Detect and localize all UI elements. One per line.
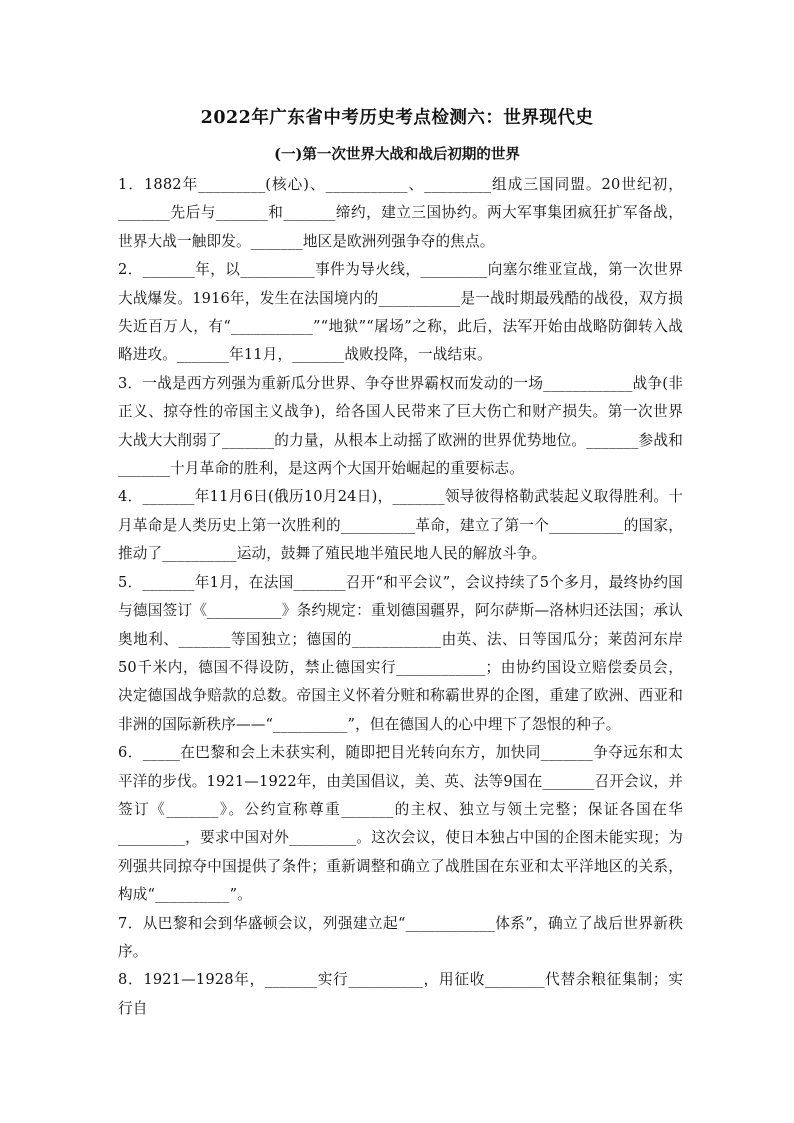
question-4: 4．_______年11月6日(俄历10月24日)，_______领导彼得格勒武装起义取得胜利。十月革命是人类历史上第一次胜利的__________革命，建立了第一个__________的国家，推动了__________运动，鼓舞了殖民地半殖民地人民的解放斗争。 xyxy=(118,488,683,563)
document-title: 2022年广东省中考历史考点检测六：世界现代史 xyxy=(200,108,594,128)
question-7: 7．从巴黎和会到华盛顿会议，列强建立起“____________体系”，确立了战后世界新秩序。 xyxy=(118,914,683,960)
question-5: 5．_______年1月，在法国_______召开“和平会议”，会议持续了5个多月，最终协约国与德国签订《__________》条约规定：重划德国疆界，阿尔萨斯—洛林归还法国；承认奥地利、_______等国独立；德国的____________由英、法、日等国瓜分；莱茵河东岸50千米内，德国不得设防，禁止德国实行____________；由协约国设立赔偿委员会，决定德国战争赔款的总数。帝国主义怀着分赃和称霸世界的企图，重建了欧洲、西亚和非洲的国际新秩序——“__________”，但在德国人的心中埋下了怨恨的种子。 xyxy=(118,573,683,733)
question-3: 3．一战是西方列强为重新瓜分世界、争夺世界霸权而发动的一场____________战争(非正义、掠夺性的帝国主义战争)，给各国人民带来了巨大伤亡和财产损失。第一次世界大战大大削弱了_______的力量，从根本上动摇了欧洲的世界优势地位。_______参战和_______十月革命的胜利，是这两个大国开始崛起的重要标志。 xyxy=(118,374,683,478)
question-2: 2．_______年，以__________事件为导火线，_________向塞尔维亚宣战，第一次世界大战爆发。1916年，发生在法国境内的___________是一战时期最残酷的战役，双方损失近百万人，有“___________”“地狱”“屠场”之称，此后，法军开始由战略防御转入战略进攻。_______年11月，_______战败投降，一战结束。 xyxy=(118,261,683,364)
question-6: 6．_____在巴黎和会上未获实利，随即把目光转向东方，加快同_______争夺远东和太平洋的步伐。1921—1922年，由美国倡议，美、英、法等9国在_______召开会议，并签订《_______》。公约宣称尊重_______的主权、独立与领土完整；保证各国在华_________，要求中国对外_________。这次会议，使日本独占中国的企图未能实现；为列强共同掠夺中国提供了条件；重新调整和确立了战胜国在东亚和太平洋地区的关系，构成“__________”。 xyxy=(118,744,683,904)
question-list xyxy=(118,171,683,1023)
question-8: 8．1921—1928年，_______实行__________，用征收________代替余粮征集制；实行自 xyxy=(118,971,683,1017)
question-1: 1．1882年_________(核心)、___________、_________组成三国同盟。20世纪初，_______先后与_______和_______缔约，建立三国协约。两大军事集团疯狂扩军备战，世界大战一触即发。_______地区是欧洲列强争夺的焦点。 xyxy=(118,176,683,250)
section-heading: (一)第一次世界大战和战后初期的世界 xyxy=(274,146,520,163)
